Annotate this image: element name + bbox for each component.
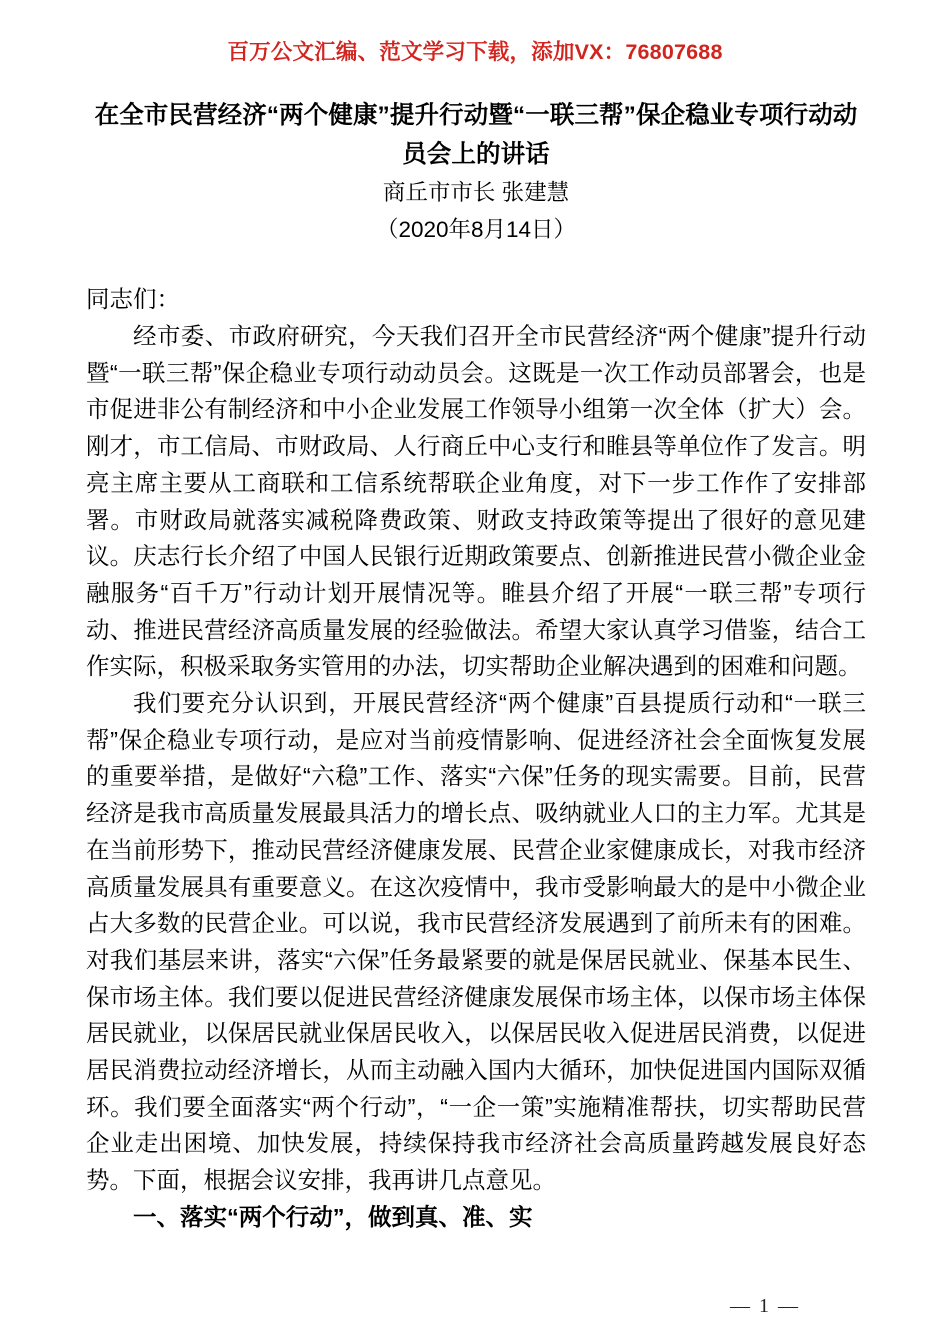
promo-watermark-header: 百万公文汇编、范文学习下载，添加VX：76807688	[227, 40, 723, 64]
document-dateline: （2020年8月14日）	[375, 217, 577, 242]
body-paragraph-2: 我们要充分认识到，开展民营经济“两个健康”百县提质行动和“一联三帮”保企稳业专项行动，是应对当前疫情影响、促进经济社会全面恢复发展的重要举措，是做好“六稳”工作、落实“六保”任务的现实需要。目前，民营经济是我市高质量发展最具活力的增长点、吸纳就业人口的主力军。尤其是在当前形势下，推动民营经济健康发展、民营企业家健康成长，对我市经济高质量发展具有重要意义。在这次疫情中，我市受影响最大的是中小微企业占大多数的民营企业。可以说，我市民营经济发展遇到了前所未有的困难。对我们基层来讲，落实“六保”任务最紧要的就是保居民就业、保基本民生、保市场主体。我们要以促进民营经济健康发展保市场主体，以保市场主体保居民就业，以保居民就业保居民收入，以保居民收入促进居民消费，以促进居民消费拉动经济增长，从而主动融入国内大循环，加快促进国内国际双循环。我们要全面落实“两个行动”，“一企一策”实施精准帮扶，切实帮助民营企业走出困境、加快发展，持续保持我市经济社会高质量跨越发展良好态势。下面，根据会议安排，我再讲几点意见。	[86, 690, 866, 1194]
document-byline: 商丘市市长 张建慧	[382, 180, 570, 205]
title-body-spacer-2	[86, 265, 866, 281]
document-title: 在全市民营经济“两个健康”提升行动暨“一联三帮”保企稳业专项行动动员会上的讲话	[94, 102, 858, 168]
page-number: — 1 —	[730, 1295, 800, 1317]
title-body-spacer	[86, 249, 866, 265]
section-heading-1: 一、落实“两个行动”，做到真、准、实	[133, 1203, 533, 1230]
body-paragraph-1: 经市委、市政府研究，今天我们召开全市民营经济“两个健康”提升行动暨“一联三帮”保企稳业专项行动动员会。这既是一次工作动员部署会，也是市促进非公有制经济和中小企业发展工作领导小组第一次全体（扩大）会。刚才，市工信局、市财政局、人行商丘中心支行和睢县等单位作了发言。明亮主席主要从工商联和工信系统帮联企业角度，对下一步工作作了安排部署。市财政局就落实减税降费政策、财政支持政策等提出了很好的意见建议。庆志行长介绍了中国人民银行近期政策要点、创新推进民营小微企业金融服务“百千万”行动计划开展情况等。睢县介绍了开展“一联三帮”专项行动、推进民营经济高质量发展的经验做法。希望大家认真学习借鉴，结合工作实际，积极采取务实管用的办法，切实帮助企业解决遇到的困难和问题。	[86, 323, 866, 680]
salutation-line: 同志们：	[86, 286, 180, 312]
document-body	[86, 96, 866, 1236]
page-footer	[0, 1295, 950, 1318]
